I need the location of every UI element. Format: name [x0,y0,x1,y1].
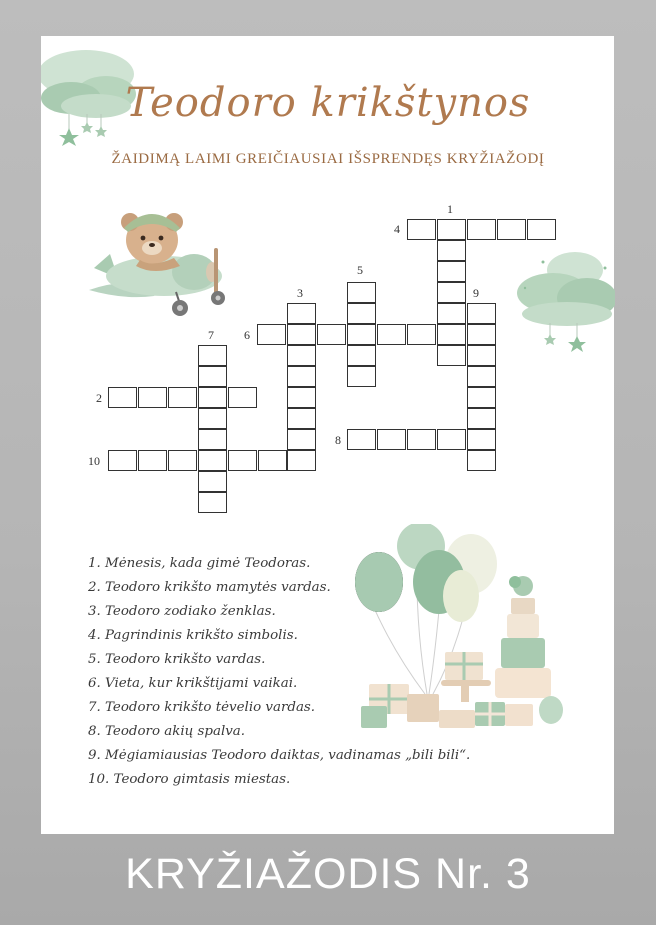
crossword-cell[interactable] [437,240,466,261]
clue-item: 4. Pagrindinis krikšto simbolis. [88,628,298,643]
clue-item: 1. Mėnesis, kada gimė Teodoras. [88,556,311,571]
crossword-cell[interactable] [467,366,496,387]
clue-item: 10. Teodoro gimtasis miestas. [88,772,291,787]
crossword-cell[interactable] [347,429,376,450]
crossword-cell[interactable] [347,345,376,366]
crossword-cell[interactable] [108,450,137,471]
crossword-cell[interactable] [437,429,466,450]
clue-item: 5. Teodoro krikšto vardas. [88,652,266,667]
crossword-cell[interactable] [347,303,376,324]
crossword-cell[interactable] [437,303,466,324]
clue-number-1: 1 [447,202,453,216]
clue-number-7: 7 [208,328,214,342]
crossword-cell[interactable] [287,324,316,345]
crossword-cell[interactable] [407,324,436,345]
crossword-cell[interactable] [258,450,287,471]
crossword-cell[interactable] [198,471,227,492]
footer-title: KRYŽIAŽODIS Nr. 3 [125,850,531,898]
crossword-cell[interactable] [287,429,316,450]
crossword-cell[interactable] [228,450,257,471]
crossword-cell[interactable] [467,219,496,240]
crossword-cell[interactable] [377,429,406,450]
crossword-cell[interactable] [437,345,466,366]
clue-item: 8. Teodoro akių spalva. [88,724,246,739]
crossword-cell[interactable] [527,219,556,240]
page-subtitle: ŽAIDIMĄ LAIMI GREIČIAUSIAI IŠSPRENDĘS KRYŽIAŽODĮ [111,151,545,167]
crossword-cell[interactable] [467,408,496,429]
teddy-bear-airplane-illustration [84,192,244,320]
crossword-cell[interactable] [287,408,316,429]
clue-number-8: 8 [335,433,341,447]
crossword-cell[interactable] [497,219,526,240]
crossword-cell[interactable] [198,450,227,471]
crossword-cell[interactable] [198,408,227,429]
crossword-cell[interactable] [108,387,137,408]
cloud-stars-illustration [515,248,615,358]
crossword-cell[interactable] [377,324,406,345]
crossword-cell[interactable] [347,366,376,387]
crossword-cell[interactable] [168,450,197,471]
clue-list [88,552,470,792]
crossword-cell[interactable] [168,387,197,408]
page-title: Teodoro krikštynos [125,80,531,126]
clue-item: 9. Mėgiamiausias Teodoro daiktas, vadinamas „bili bili“. [88,748,471,763]
clue-number-2: 2 [96,391,102,405]
crossword-cell[interactable] [467,303,496,324]
crossword-cell[interactable] [467,450,496,471]
crossword-cell[interactable] [467,345,496,366]
crossword-cell[interactable] [437,219,466,240]
crossword-cell[interactable] [407,219,436,240]
crossword-cell[interactable] [138,450,167,471]
clue-item: 3. Teodoro zodiako ženklas. [88,604,276,619]
crossword-cell[interactable] [287,366,316,387]
clue-number-4: 4 [394,222,400,236]
clue-number-5: 5 [357,263,363,277]
clue-number-6: 6 [244,328,250,342]
crossword-cell[interactable] [437,324,466,345]
crossword-cell[interactable] [467,429,496,450]
crossword-cell[interactable] [437,282,466,303]
clue-item: 7. Teodoro krikšto tėvelio vardas. [88,700,316,715]
crossword-cell[interactable] [257,324,286,345]
clue-number-3: 3 [297,286,303,300]
crossword-cell[interactable] [467,387,496,408]
clue-item: 2. Teodoro krikšto mamytės vardas. [88,580,331,595]
crossword-cell[interactable] [287,303,316,324]
crossword-cell[interactable] [287,450,316,471]
crossword-cell[interactable] [407,429,436,450]
clue-number-9: 9 [473,286,479,300]
clue-number-10: 10 [88,454,100,468]
crossword-cell[interactable] [198,387,227,408]
crossword-cell[interactable] [287,387,316,408]
crossword-cell[interactable] [198,429,227,450]
crossword-cell[interactable] [437,261,466,282]
crossword-cell[interactable] [228,387,257,408]
crossword-cell[interactable] [317,324,346,345]
crossword-cell[interactable] [467,324,496,345]
crossword-cell[interactable] [287,345,316,366]
clue-item: 6. Vieta, kur krikštijami vaikai. [88,676,298,691]
crossword-cell[interactable] [347,324,376,345]
crossword-cell[interactable] [138,387,167,408]
crossword-cell[interactable] [198,492,227,513]
crossword-cell[interactable] [198,366,227,387]
crossword-cell[interactable] [198,345,227,366]
crossword-cell[interactable] [347,282,376,303]
